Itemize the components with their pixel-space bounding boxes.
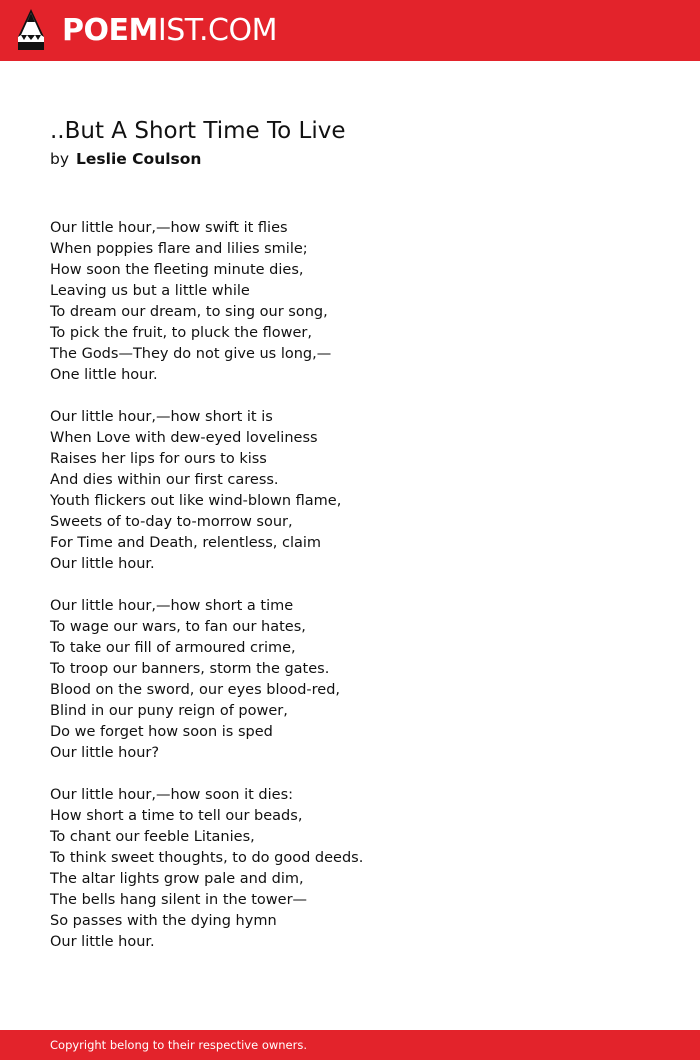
poem-line: Our little hour? xyxy=(50,745,160,761)
poem-line: To wage our wars, to fan our hates, xyxy=(50,619,306,635)
copyright-notice: Copyright belong to their respective owners. xyxy=(50,1038,308,1052)
author-name: Leslie Coulson xyxy=(76,150,202,168)
poem-line: Youth flickers out like wind-blown flame, xyxy=(50,493,342,509)
poem-line: To pick the fruit, to pluck the flower, xyxy=(50,325,313,341)
poem-line: How soon the fleeting minute dies, xyxy=(50,262,304,278)
poem-line: One little hour. xyxy=(50,367,158,383)
site-header xyxy=(0,0,700,61)
stanza xyxy=(50,596,650,764)
poem-line: Our little hour. xyxy=(50,556,155,572)
poem-title: ..But A Short Time To Live xyxy=(50,118,346,144)
logo-light-part: IST.COM xyxy=(157,13,277,48)
poem-line: For Time and Death, relentless, claim xyxy=(50,535,322,551)
poem-line: Blood on the sword, our eyes blood-red, xyxy=(50,682,341,698)
poem-line: When poppies flare and lilies smile; xyxy=(50,241,308,257)
poem-line: To troop our banners, storm the gates. xyxy=(50,661,330,677)
poem-line: Leaving us but a little while xyxy=(50,283,250,299)
poem-line: The bells hang silent in the tower— xyxy=(50,892,308,908)
pencil-tip-icon xyxy=(17,9,45,51)
poem-line: And dies within our first caress. xyxy=(50,472,279,488)
poem-line: Sweets of to-day to-morrow sour, xyxy=(50,514,293,530)
site-footer xyxy=(0,1030,700,1060)
poem-line: Our little hour,—how short a time xyxy=(50,598,294,614)
logo-bold-part: POEM xyxy=(62,13,158,48)
poem-line: Our little hour,—how soon it dies: xyxy=(50,787,294,803)
poem-body xyxy=(50,218,650,974)
poem-line: Our little hour,—how swift it flies xyxy=(50,220,288,236)
stanza xyxy=(50,218,650,386)
poem-line: Blind in our puny reign of power, xyxy=(50,703,288,719)
byline xyxy=(50,148,201,170)
poem-line: To think sweet thoughts, to do good deeds. xyxy=(50,850,364,866)
poem-line: Our little hour,—how short it is xyxy=(50,409,273,425)
poem-line: To chant our feeble Litanies, xyxy=(50,829,255,845)
poem-line: When Love with dew-eyed loveliness xyxy=(50,430,318,446)
site-logo[interactable] xyxy=(62,12,277,50)
poem-line: The Gods—They do not give us long,— xyxy=(50,346,332,362)
poem-line: Do we forget how soon is sped xyxy=(50,724,273,740)
poem-line: How short a time to tell our beads, xyxy=(50,808,303,824)
poem-line: To take our fill of armoured crime, xyxy=(50,640,296,656)
poem-line: The altar lights grow pale and dim, xyxy=(50,871,304,887)
poem-line: Our little hour. xyxy=(50,934,155,950)
poem-line: Raises her lips for ours to kiss xyxy=(50,451,267,467)
stanza xyxy=(50,785,650,953)
poem-line: To dream our dream, to sing our song, xyxy=(50,304,328,320)
stanza xyxy=(50,407,650,575)
by-label: by xyxy=(50,150,70,168)
poem-line: So passes with the dying hymn xyxy=(50,913,277,929)
